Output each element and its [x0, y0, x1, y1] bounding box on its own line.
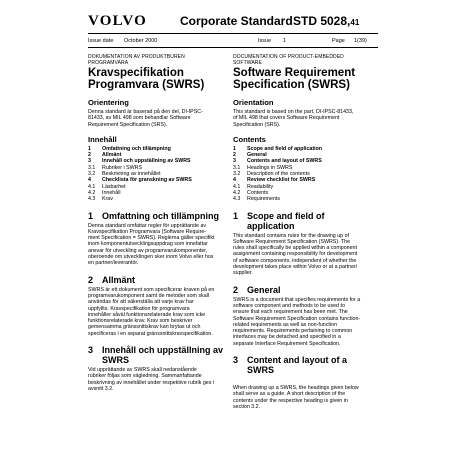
section-title	[102, 345, 223, 365]
text-line: Software Requirement Specification (SWRS). The	[233, 238, 351, 245]
text-line: SWRS är ett dokument som specificerar kraven på en	[88, 286, 215, 293]
text-line: 81433, av MIL 498 som behandlar Software	[88, 115, 191, 122]
standard-number-text: STD 5028,	[293, 14, 351, 28]
text-line: funktionsrelaterade krav. Krav som beskriver	[88, 318, 193, 325]
toc-title: Innehåll	[102, 189, 121, 196]
text-line: Denna standard omfattar regler för upprättande av	[88, 222, 207, 229]
toc-title: Beskrivning av innehållet	[102, 171, 161, 178]
header-rule	[88, 33, 378, 34]
section-1-heading	[233, 211, 368, 231]
toc-title: Allmänt	[102, 152, 122, 159]
toc-number: 3.1	[233, 164, 241, 171]
section-3-heading	[233, 355, 368, 375]
text-line: specificeras i en separat gränssnittskravspecifikation.	[88, 330, 213, 337]
section-3-text	[88, 367, 223, 392]
toc-number: 1	[88, 145, 91, 152]
toc-number: 4.3	[88, 196, 96, 203]
toc-title: Scope and field of application	[247, 145, 323, 152]
section-2-heading	[233, 285, 368, 295]
section-2-text	[88, 287, 223, 337]
page-header	[88, 13, 388, 29]
doc-type-line: DOCUMENTATION OF PRODUCT-EMBEDDED	[233, 54, 344, 60]
issue-date-label: Issue date	[88, 38, 114, 44]
text-line: SWRS is a document that specifies requirements for a	[233, 296, 361, 303]
title-line: Programvara (SWRS)	[88, 79, 205, 91]
text-line: contents under the respective heading is given in	[233, 397, 348, 404]
text-line: oberoende om utvecklingen sker inom Volvo eller hos	[88, 254, 214, 261]
section-number: 2	[88, 274, 94, 285]
section-3-text	[233, 385, 368, 410]
text-line: interfaces may be detached and specified in a	[233, 334, 341, 341]
text-line: When drawing up a SWRS, the headings given below	[233, 385, 359, 392]
document-title	[88, 67, 223, 91]
english-column	[233, 54, 368, 410]
toc-title: Rubriker i SWRS	[102, 164, 143, 171]
toc-entry	[233, 196, 368, 202]
text-line: Software Requirement Specification contains function-	[233, 315, 361, 322]
page-label: Page	[332, 38, 345, 44]
orientation-heading: Orientation	[233, 98, 274, 107]
toc-number: 2	[233, 152, 236, 159]
text-line: ansvar för utveckling av programvarukomponenter,	[88, 247, 208, 254]
toc-title: Requirements	[247, 196, 280, 203]
toc-title: Innehåll och uppställning av SWRS	[102, 158, 191, 165]
toc-title: Headings in SWRS	[247, 164, 293, 171]
text-line: gemensamma gränssnittskrav kan brytas ut och	[88, 324, 201, 331]
section-2-heading	[88, 275, 223, 285]
toc-number: 4	[88, 177, 91, 184]
section-3-heading	[88, 345, 223, 365]
section-number: 3	[88, 345, 94, 356]
text-line: supplier.	[233, 270, 253, 277]
revision-number: 41	[350, 18, 360, 27]
text-line: en partner/leverantör.	[88, 260, 139, 267]
doc-type	[88, 54, 223, 66]
toc-title: Readability	[247, 183, 274, 190]
toc-number: 3.2	[233, 171, 241, 178]
section-title: Content and layout of a SWRS	[247, 355, 347, 376]
text-line: of software components, independent of whether the	[233, 257, 357, 264]
text-line: avsnitt 3.2.	[88, 385, 114, 392]
doc-type	[233, 54, 368, 66]
section-2-text	[233, 297, 368, 347]
title-line: Specification (SWRS)	[233, 79, 350, 91]
title-line: Software Requirement	[233, 67, 356, 79]
section-title: General	[247, 284, 281, 295]
text-line: rubriker följas som vägledning. Sammanfattande	[88, 373, 202, 380]
text-line: software component and methods to be used to	[233, 302, 345, 309]
toc-title: Contents and layout of SWRS	[247, 158, 322, 165]
toc-entry	[88, 196, 223, 202]
toc-number: 3.1	[88, 164, 96, 171]
toc-number: 3	[233, 158, 236, 165]
section-number: 2	[233, 284, 239, 295]
meta-rule	[88, 47, 378, 48]
text-line: of MIL 498 that covers Software Requirement	[233, 115, 340, 122]
document-title	[233, 67, 368, 91]
toc-number: 4.1	[233, 183, 241, 190]
text-line: användas för att säkerställa att varje krav har	[88, 299, 194, 306]
standard-number	[293, 14, 359, 28]
text-line: innehåller såväl funktionsrelaterade krav som icke	[88, 311, 206, 318]
section-number: 3	[233, 355, 239, 366]
text-line: Vid upprättande av SWRS skall nedanstående	[88, 367, 197, 374]
section-1-heading	[88, 211, 223, 221]
toc-title: Omfattning och tillämpning	[102, 145, 171, 152]
section-number: 1	[88, 210, 94, 221]
toc-number: 4.2	[88, 189, 96, 196]
toc-title: Läsbarhet	[102, 183, 126, 190]
text-line: uppfyllts. Kravspecifikation för programvara	[88, 305, 190, 312]
text-line: Requirement Specification (SRS).	[88, 121, 168, 128]
text-line: assignment containing responsibility for development	[233, 251, 358, 258]
issue-number: 1	[283, 38, 287, 44]
text-line: Kravspecifikation Programvara (Software Require-	[88, 228, 207, 235]
toc-title: Review checklist for SWRS	[247, 177, 316, 184]
volvo-logo: VOLVO	[88, 13, 148, 29]
doc-type-line: DOKUMENTATION AV PRODUKTBUREN	[88, 54, 185, 60]
text-line: separate Interface Requirement Specification.	[233, 340, 341, 347]
title-line: Innehåll och uppställning av	[102, 345, 224, 356]
issue-date: October 2000	[124, 38, 158, 44]
text-line: ment Specification = SWRS). Reglerna gäller specifikt	[88, 235, 215, 242]
text-line: section 3.2.	[233, 403, 261, 410]
orientation-text	[233, 109, 368, 128]
orientation-heading: Orientering	[88, 98, 129, 107]
section-1-text	[233, 233, 368, 277]
text-line: rules shall specifically be applied within a component	[233, 245, 357, 252]
toc-title: Description of the contents	[247, 171, 310, 178]
text-line: related requirements as well as non-function	[233, 321, 337, 328]
section-title: Scope and field of application	[247, 210, 325, 231]
toc-number: 1	[233, 145, 236, 152]
text-line: inom komponentutvecklingsuppdrag som innefattar	[88, 241, 208, 248]
doc-type-line: PROGRAMVARA	[88, 60, 129, 66]
page-number: 1(39)	[354, 38, 367, 44]
toc-number: 4	[233, 177, 236, 184]
text-line: Denna standard är baserad på den del, DI-IPSC-	[88, 109, 203, 115]
toc-number: 4.2	[233, 189, 241, 196]
text-line: development takes place within Volvo or at a partner/	[233, 264, 358, 271]
text-line: Specification (SRS).	[233, 121, 281, 128]
toc-title: Checklista för granskning av SWRS	[102, 177, 192, 184]
title-line: SWRS	[102, 355, 129, 366]
toc-number: 4.3	[233, 196, 241, 203]
section-title: Omfattning och tillämpning	[102, 210, 219, 221]
contents-heading: Contents	[233, 134, 266, 144]
section-title: Allmänt	[102, 274, 136, 285]
contents-heading: Innehåll	[88, 134, 117, 144]
standard-title: Corporate Standard	[180, 14, 293, 28]
orientation-text	[88, 109, 223, 128]
table-of-contents	[88, 146, 223, 203]
text-line: beskrivning av innehållet under respektive rubrik ges i	[88, 379, 215, 386]
text-line: This standard contains rules for the drawing up of	[233, 232, 350, 239]
swedish-column	[88, 54, 223, 392]
toc-title: General	[247, 152, 267, 159]
toc-number: 2	[88, 152, 91, 159]
table-of-contents	[233, 146, 368, 203]
section-number: 1	[233, 210, 239, 221]
toc-number: 3.2	[88, 171, 96, 178]
text-line: This standard is based on the part, DI-IPSC-81433,	[233, 109, 354, 115]
title-line: Kravspecifikation	[88, 67, 184, 79]
text-line: programvarukomponent samt de metoder som skall	[88, 292, 209, 299]
issue-label: Issue	[258, 38, 272, 44]
doc-type-line: SOFTWARE	[233, 60, 262, 66]
toc-number: 4.1	[88, 183, 96, 190]
text-line: ensure that each requirement has been met. The	[233, 309, 348, 316]
toc-title: Krav	[102, 196, 113, 203]
text-line: shall serve as a guide. A short description of the	[233, 391, 346, 398]
section-1-text	[88, 223, 223, 267]
toc-title: Contents	[247, 189, 269, 196]
toc-number: 3	[88, 158, 91, 165]
text-line: requirements. Requirements pertaining to common	[233, 328, 353, 335]
